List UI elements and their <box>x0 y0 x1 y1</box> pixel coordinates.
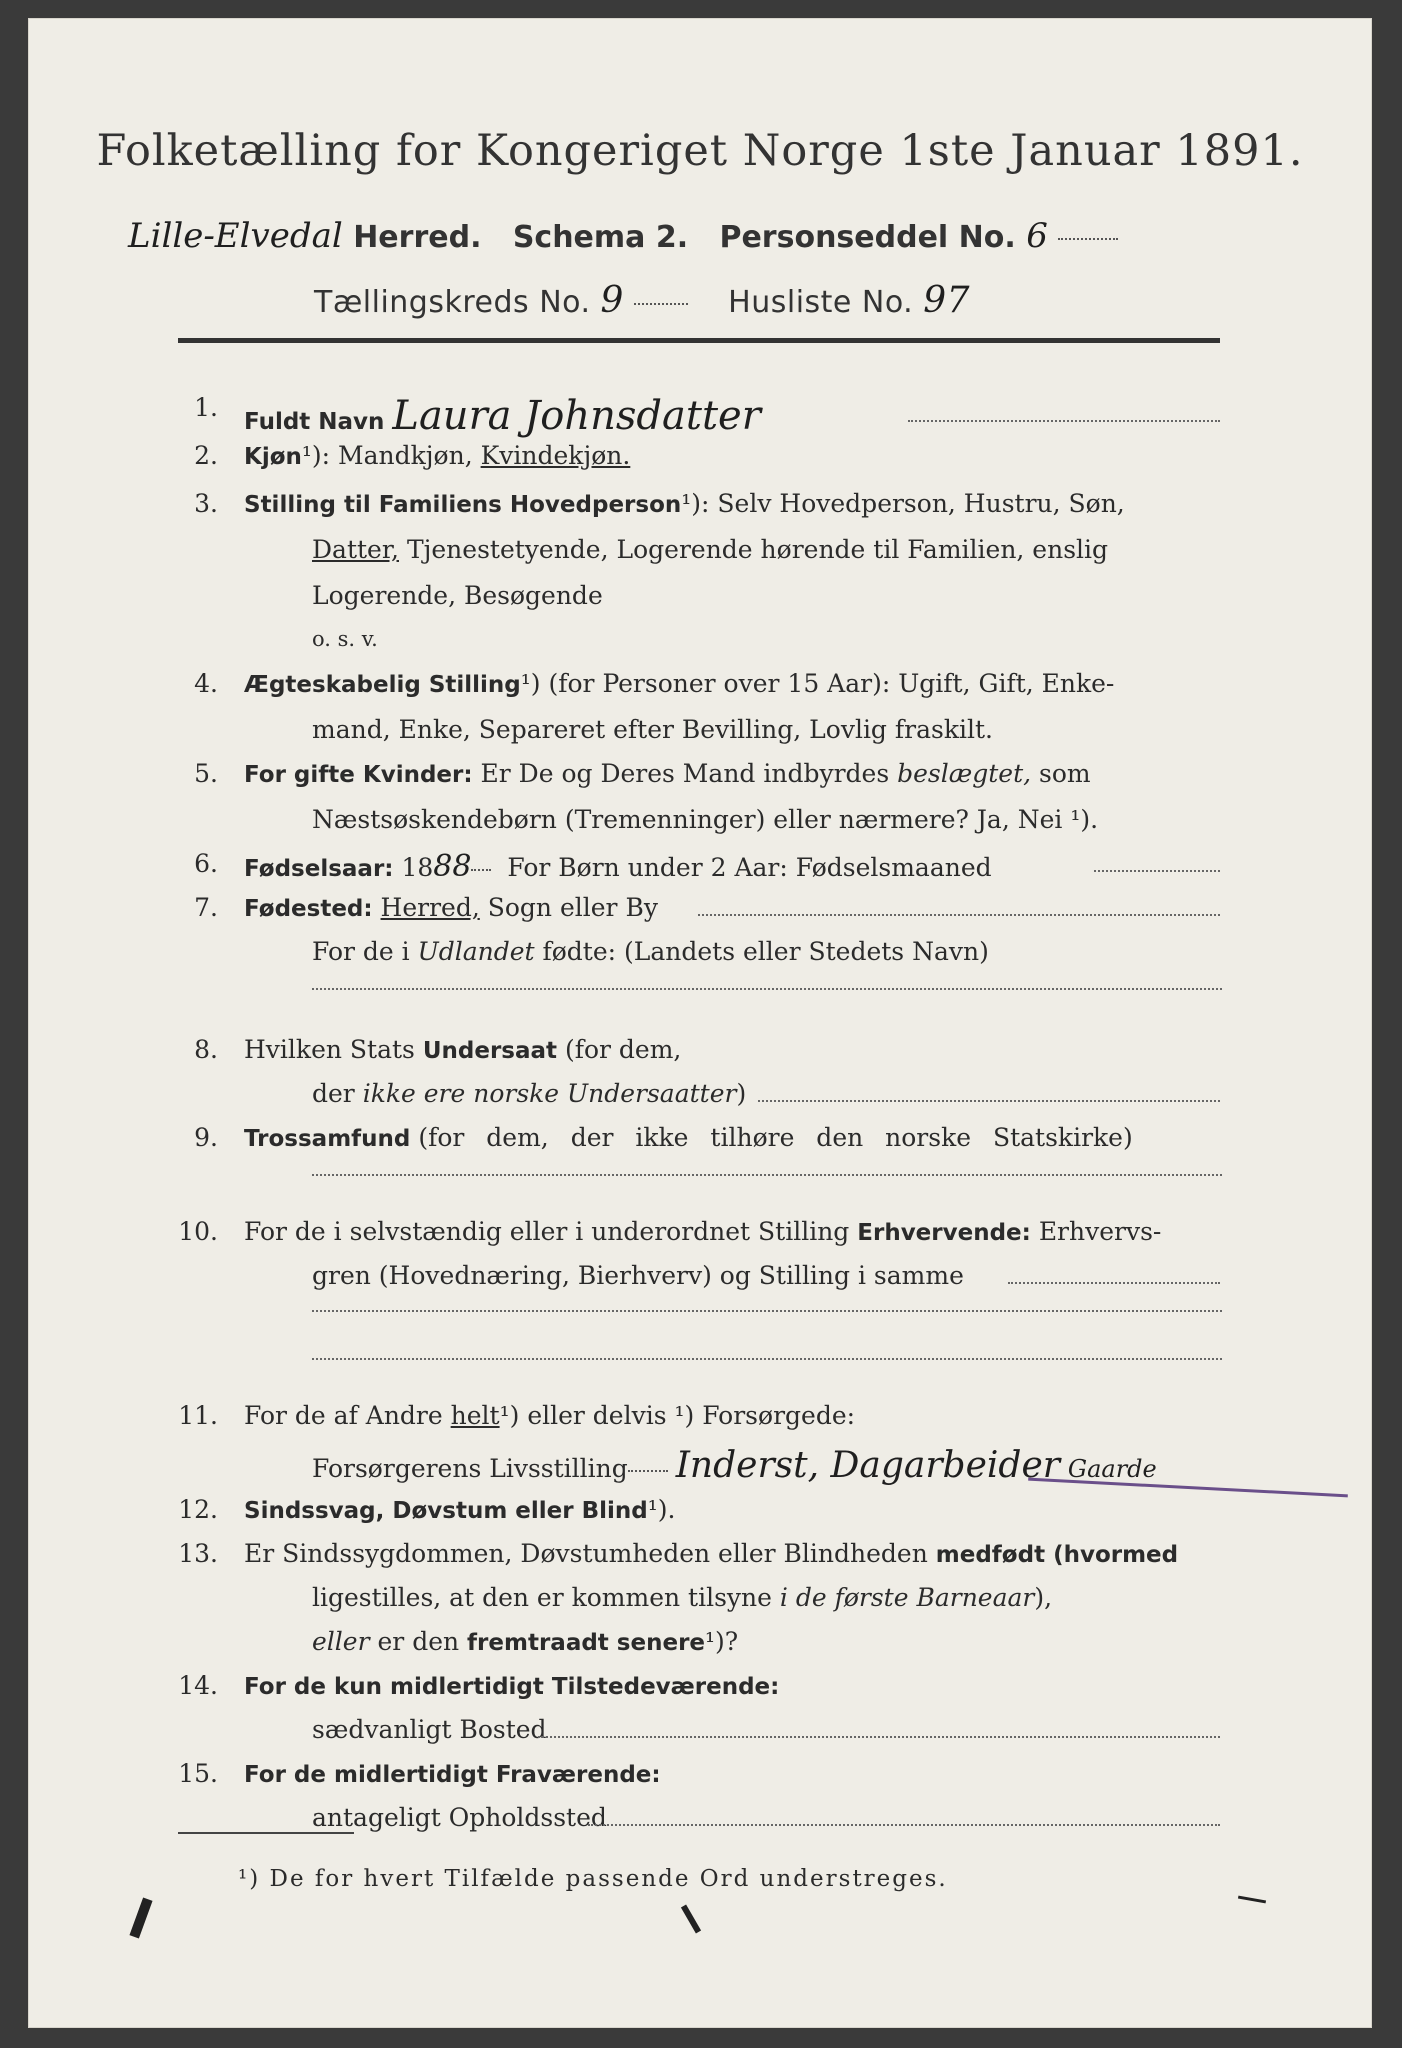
item-number: 12. <box>178 1495 218 1524</box>
livsstilling-answer-gaarde: Gaarde <box>1067 1455 1157 1483</box>
blank-line <box>312 988 1222 990</box>
herred-name: Lille-Elvedal <box>128 216 343 256</box>
item-number: 13. <box>178 1539 218 1568</box>
item-number: 10. <box>178 1217 218 1246</box>
blank-line <box>312 1358 1222 1360</box>
option-herred-selected: Herred, <box>380 893 480 922</box>
item-5-label: For gifte Kvinder: <box>244 762 473 788</box>
item-3-label: Stilling til Familiens Hovedperson <box>244 492 682 518</box>
herred-label: Herred. <box>353 220 482 255</box>
husliste-number: 97 <box>923 280 971 321</box>
item-number: 7. <box>194 893 218 922</box>
item-number: 5. <box>194 759 218 788</box>
ink-mark <box>129 1897 152 1938</box>
header-kreds-line <box>314 280 970 321</box>
husliste-label: Husliste No. <box>728 285 914 320</box>
header-herred-line <box>128 216 1118 256</box>
item-7-label: Fødested: <box>244 896 373 922</box>
item-14-label: For de kun midlertidigt Tilstedeværende: <box>244 1674 780 1700</box>
purple-underline-mark <box>1028 1478 1348 1498</box>
item-number: 8. <box>194 1035 218 1064</box>
option-helt-selected: helt <box>450 1401 500 1430</box>
blank-line <box>312 1174 1222 1176</box>
option-datter-selected: Datter, <box>312 535 399 564</box>
ink-mark <box>1238 1896 1266 1904</box>
item-2-label: Kjøn <box>244 444 302 470</box>
item-1-label: Fuldt Navn <box>244 409 385 435</box>
footnote: ¹) De for hvert Tilfælde passende Ord understreges. <box>238 1866 948 1892</box>
schema-label: Schema 2. <box>512 220 689 255</box>
personseddel-label: Personseddel No. <box>719 220 1016 255</box>
item-number: 15. <box>178 1759 218 1788</box>
item-4-label: Ægteskabelig Stilling <box>244 672 521 698</box>
footnote-rule <box>178 1832 354 1834</box>
item-number: 11. <box>178 1401 218 1430</box>
option-mandkjon: Mandkjøn, <box>338 441 473 470</box>
form-title: Folketælling for Kongeriget Norge 1ste Januar 1891. <box>96 126 1304 176</box>
livsstilling-answer: Inderst, Dagarbeider <box>675 1445 1060 1486</box>
personseddel-number: 6 <box>1026 216 1048 256</box>
kreds-number: 9 <box>600 280 624 321</box>
header-rule <box>178 338 1220 343</box>
item-number: 9. <box>194 1123 218 1152</box>
item-number: 4. <box>194 669 218 698</box>
item-15-label: For de midlertidigt Fraværende: <box>244 1762 661 1788</box>
blank-line <box>312 1310 1222 1312</box>
item-number: 1. <box>194 393 218 422</box>
full-name-answer: Laura Johnsdatter <box>392 393 761 439</box>
census-form-sheet: Folketælling for Kongeriget Norge 1ste Januar 1891. Lille-Elvedal Herred. Schema 2. Personseddel No. 6 Tællingskreds No. 9 Husliste No. 97 1. Fuldt Navn Laura Johnsdatter 2. Kjøn¹): Mandkjøn, Kvindekjøn. 3. Stilling til Familiens Hovedperson¹): Selv Hovedperson, Hustru, Søn, Datter, Tjenestetyende, Logerende hørende til Familien, enslig Logerende, Besøgende o. s. v. 4. Ægteskabelig Stilling¹) (for Personer over 15 Aar): Ugift, Gift, Enke- mand, Enke, Separeret efter Bevilling, Lovlig fraskilt. 5. For gifte Kvinder: Er De og Deres Mand indbyrdes beslægtet, som Næstsøskendebørn (Tremenninger) eller nærmere? Ja, Nei ¹). 6. Fødselsaar: 1888 For Børn under 2 Aar: Fødselsmaaned 7. Fødested: Herred, Sogn eller By For de i Udlandet fødte: (Landets eller Stedets Navn) 8. Hvilken Stats Undersaat (for dem, der ikke ere norske Undersaatter) 9. Trossamfund (for dem, der ikke tilhøre den norske Statskirke) 10. For de i selvstændig eller i underordnet Stilling Erhvervende: Erhvervs- gren (Hovednæring, Bierhverv) og Stilling i samme 11. For de af Andre helt¹) eller delvis ¹) Forsørgede: Forsørgerens Livsstilling Inderst, Dagarbeider Gaarde 12. Sindssvag, Døvstum eller Blind¹). 13. Er Sindssygdommen, Døvstumheden eller Blindheden medfødt (hvormed ligestilles, at den er kommen tilsyne i de første Barneaar), eller er den fremtraadt senere¹)? 14. For de kun midlertidigt Tilstedeværende: sædvanligt Bosted 15. For de midlertidigt Fraværende: antageligt Opholdssted ¹) De for hvert Tilfælde passende Ord understreges. <box>28 18 1372 2028</box>
kreds-label: Tællingskreds No. <box>314 285 591 320</box>
item-12-label: Sindssvag, Døvstum eller Blind <box>244 1498 648 1524</box>
item-number: 6. <box>194 849 218 878</box>
item-number: 2. <box>194 441 218 470</box>
item-6-label: Fødselsaar: <box>244 856 394 882</box>
option-kvindekjon-selected: Kvindekjøn. <box>480 441 631 470</box>
birth-year-answer: 88 <box>433 849 472 884</box>
item-number: 3. <box>194 489 218 518</box>
item-number: 14. <box>178 1671 218 1700</box>
item-9-label: Trossamfund <box>244 1126 411 1152</box>
item-8-label: Hvilken Stats <box>244 1035 415 1064</box>
ink-mark <box>681 1905 701 1934</box>
